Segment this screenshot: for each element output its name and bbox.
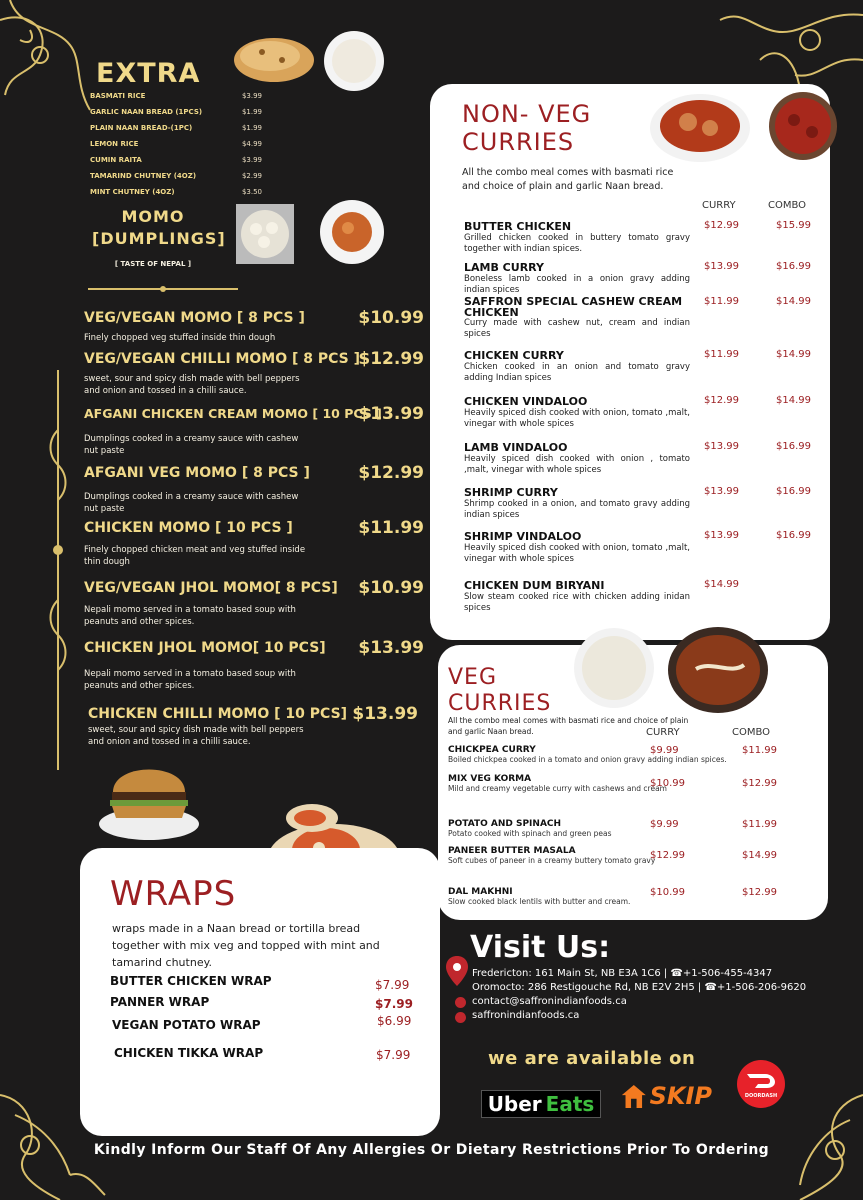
momo-curry-photo (318, 198, 386, 266)
allergy-notice: Kindly Inform Our Staff Of Any Allergies Or Dietary Restrictions Prior To Ordering (93, 1142, 770, 1158)
nonveg-intro: All the combo meal comes with basmati rice and choice of plain and garlic Naan bread. (462, 167, 674, 192)
email-icon (455, 997, 466, 1008)
menu-item: CHICKEN JHOL MOMO[ 10 PCS] $13.99 Nepali momo served in a tomato based soup with peanuts and other spices. (84, 638, 424, 691)
menu-item: SHRIMP CURRY Shrimp cooked in a onion, and tomato gravy adding indian spices $13.99 $16.99 (464, 486, 811, 520)
menu-item: MIX VEG KORMA Mild and creamy vegetable curry with cashews and cream $10.99 $12.99 (448, 774, 777, 793)
dumplings-photo (236, 204, 294, 264)
combo-column-header: COMBO (768, 200, 807, 211)
menu-item: AFGANI CHICKEN CREAM MOMO [ 10 PCS ] $13.99 Dumplings cooked in a creamy sauce with cashew nut paste (84, 404, 424, 456)
corner-ornament-icon (0, 0, 95, 115)
menu-item: AFGANI VEG MOMO [ 8 PCS ] $12.99 Dumplings cooked in a creamy sauce with cashew nut paste (84, 463, 424, 514)
menu-item: CHICKPEA CURRY Boiled chickpea cooked in a tomato and onion gravy adding indian spices. $9.99 $11.99 (448, 745, 777, 764)
list-item: LEMON RICE $4.99 (90, 140, 262, 148)
menu-item: CHICKEN TIKKA WRAP $7.99 (114, 1046, 411, 1062)
nonveg-title: NON- VEG CURRIES (462, 100, 592, 156)
menu-item: VEG/VEGAN CHILLI MOMO [ 8 PCS ] $12.99 sweet, sour and spicy dish made with bell peppers and onion and tossed in a chilli sauce. (84, 349, 424, 396)
menu-item: VEG/VEGAN MOMO [ 8 PCS ] $10.99 Finely chopped veg stuffed inside thin dough (84, 308, 424, 343)
fredericton-address: Fredericton: 161 Main St, NB E3A 1C6 | ☎+1-506-455-4347 (472, 968, 773, 979)
rice-bowl-photo (572, 627, 656, 709)
rice-bowl-photo (322, 30, 386, 92)
wraps-intro: wraps made in a Naan bread or tortilla bread together with mix veg and topped with mint and tamarind chutney. (112, 922, 380, 969)
list-item: TAMARIND CHUTNEY (4OZ) $2.99 (90, 172, 262, 180)
menu-item: BUTTER CHICKEN Grilled chicken cooked in buttery tomato gravy together with indian spices. $12.99 $15.99 (464, 220, 811, 254)
website-link[interactable]: saffronindianfoods.ca (472, 1010, 580, 1021)
menu-item: DAL MAKHNI Slow cooked black lentils with butter and cream. $10.99 $12.99 (448, 887, 777, 906)
burger-photo (98, 752, 200, 842)
menu-item: CHICKEN DUM BIRYANI Slow steam cooked rice with chicken adding inidan spices $14.99 (464, 579, 739, 613)
menu-item: VEGAN POTATO WRAP $6.99 (112, 1014, 412, 1032)
doordash-logo[interactable]: DOORDASH (737, 1060, 785, 1108)
menu-item: CHICKEN CURRY Chicken cooked in an onion and tomato gravy adding Indian spices $11.99 $14.99 (464, 349, 811, 383)
side-ornament-icon (48, 370, 68, 770)
menu-item: LAMB CURRY Boneless lamb cooked in a onion gravy adding indian spices $13.99 $16.99 (464, 261, 811, 295)
menu-item: SAFFRON SPECIAL CASHEW CREAM CHICKEN Curry made with cashew nut, cream and indian spices $11.99 $14.99 (464, 295, 811, 339)
curry-column-header: CURRY (702, 200, 736, 211)
dal-bowl-photo (666, 625, 770, 715)
website-icon (455, 1012, 466, 1023)
momo-subtitle: [ TASTE OF NEPAL ] (114, 260, 192, 268)
menu-item: CHICKEN VINDALOO Heavily spiced dish cooked with onion, tomato ,malt, vinegar with whole spices $12.99 $14.99 (464, 395, 811, 429)
wraps-title: WRAPS (110, 874, 237, 914)
curry-photo (648, 88, 752, 164)
list-item: CUMIN RAITA $3.99 (90, 156, 262, 164)
wraps-card (80, 848, 440, 1136)
momo-title: MOMO [DUMPLINGS] (92, 207, 226, 248)
naan-photo (232, 30, 316, 84)
visit-title: Visit Us: (470, 930, 611, 965)
list-item: BASMATI RICE $3.99 (90, 92, 262, 100)
veg-title: VEG CURRIES (448, 665, 552, 716)
oromocto-address: Oromocto: 286 Restigouche Rd, NB E2V 2H5 | ☎+1-506-206-9620 (472, 982, 807, 993)
menu-item: SHRIMP VINDALOO Heavily spiced dish cooked with onion, tomato ,malt, vinegar with whole spices $13.99 $16.99 (464, 530, 811, 564)
list-item: PLAIN NAAN BREAD-(1PC) $1.99 (90, 124, 262, 132)
extra-list (90, 88, 262, 200)
menu-item: VEG/VEGAN JHOL MOMO[ 8 PCS] $10.99 Nepali momo served in a tomato based soup with peanuts and other spices. (84, 578, 424, 627)
gold-divider-icon (88, 286, 238, 292)
skip-house-icon (620, 1081, 648, 1111)
menu-item: BUTTER CHICKEN WRAP $7.99 (110, 974, 410, 992)
menu-item: CHICKEN MOMO [ 10 PCS ] $11.99 Finely chopped chicken meat and veg stuffed inside thin dough (84, 518, 424, 567)
curry-column-header: CURRY (646, 727, 680, 738)
doordash-icon (747, 1072, 775, 1090)
menu-item: PANEER BUTTER MASALA Soft cubes of paneer in a creamy buttery tomato gravy $12.99 $14.99 (448, 846, 777, 865)
location-pin-icon (446, 956, 468, 986)
veg-intro: All the combo meal comes with basmati rice and choice of plain and garlic Naan bread. (448, 716, 689, 736)
list-item: GARLIC NAAN BREAD (1PCS) $1.99 (90, 108, 262, 116)
veg-card (438, 645, 828, 920)
menu-item: LAMB VINDALOO Heavily spiced dish cooked with onion , tomato ,malt, vinegar with whole spices $13.99 $16.99 (464, 441, 811, 475)
menu-item: PANNER WRAP $7.99 (110, 995, 413, 1011)
skip-logo[interactable]: SKIP (620, 1076, 712, 1116)
ubereats-logo[interactable]: Uber Eats (481, 1090, 601, 1118)
combo-column-header: COMBO (732, 727, 771, 738)
list-item: MINT CHUTNEY (4OZ) $3.50 (90, 188, 262, 196)
curry-photo (766, 88, 840, 164)
available-on-label: we are available on (488, 1048, 696, 1069)
menu-item: POTATO AND SPINACH Potato cooked with spinach and green peas $9.99 $11.99 (448, 819, 777, 838)
email-link[interactable]: contact@saffronindianfoods.ca (472, 996, 627, 1007)
nonveg-card (430, 84, 830, 640)
menu-item: CHICKEN CHILLI MOMO [ 10 PCS] $13.99 sweet, sour and spicy dish made with bell peppers and onion and tossed in a chilli sauce. (88, 704, 418, 747)
extra-title: EXTRA (96, 58, 201, 89)
